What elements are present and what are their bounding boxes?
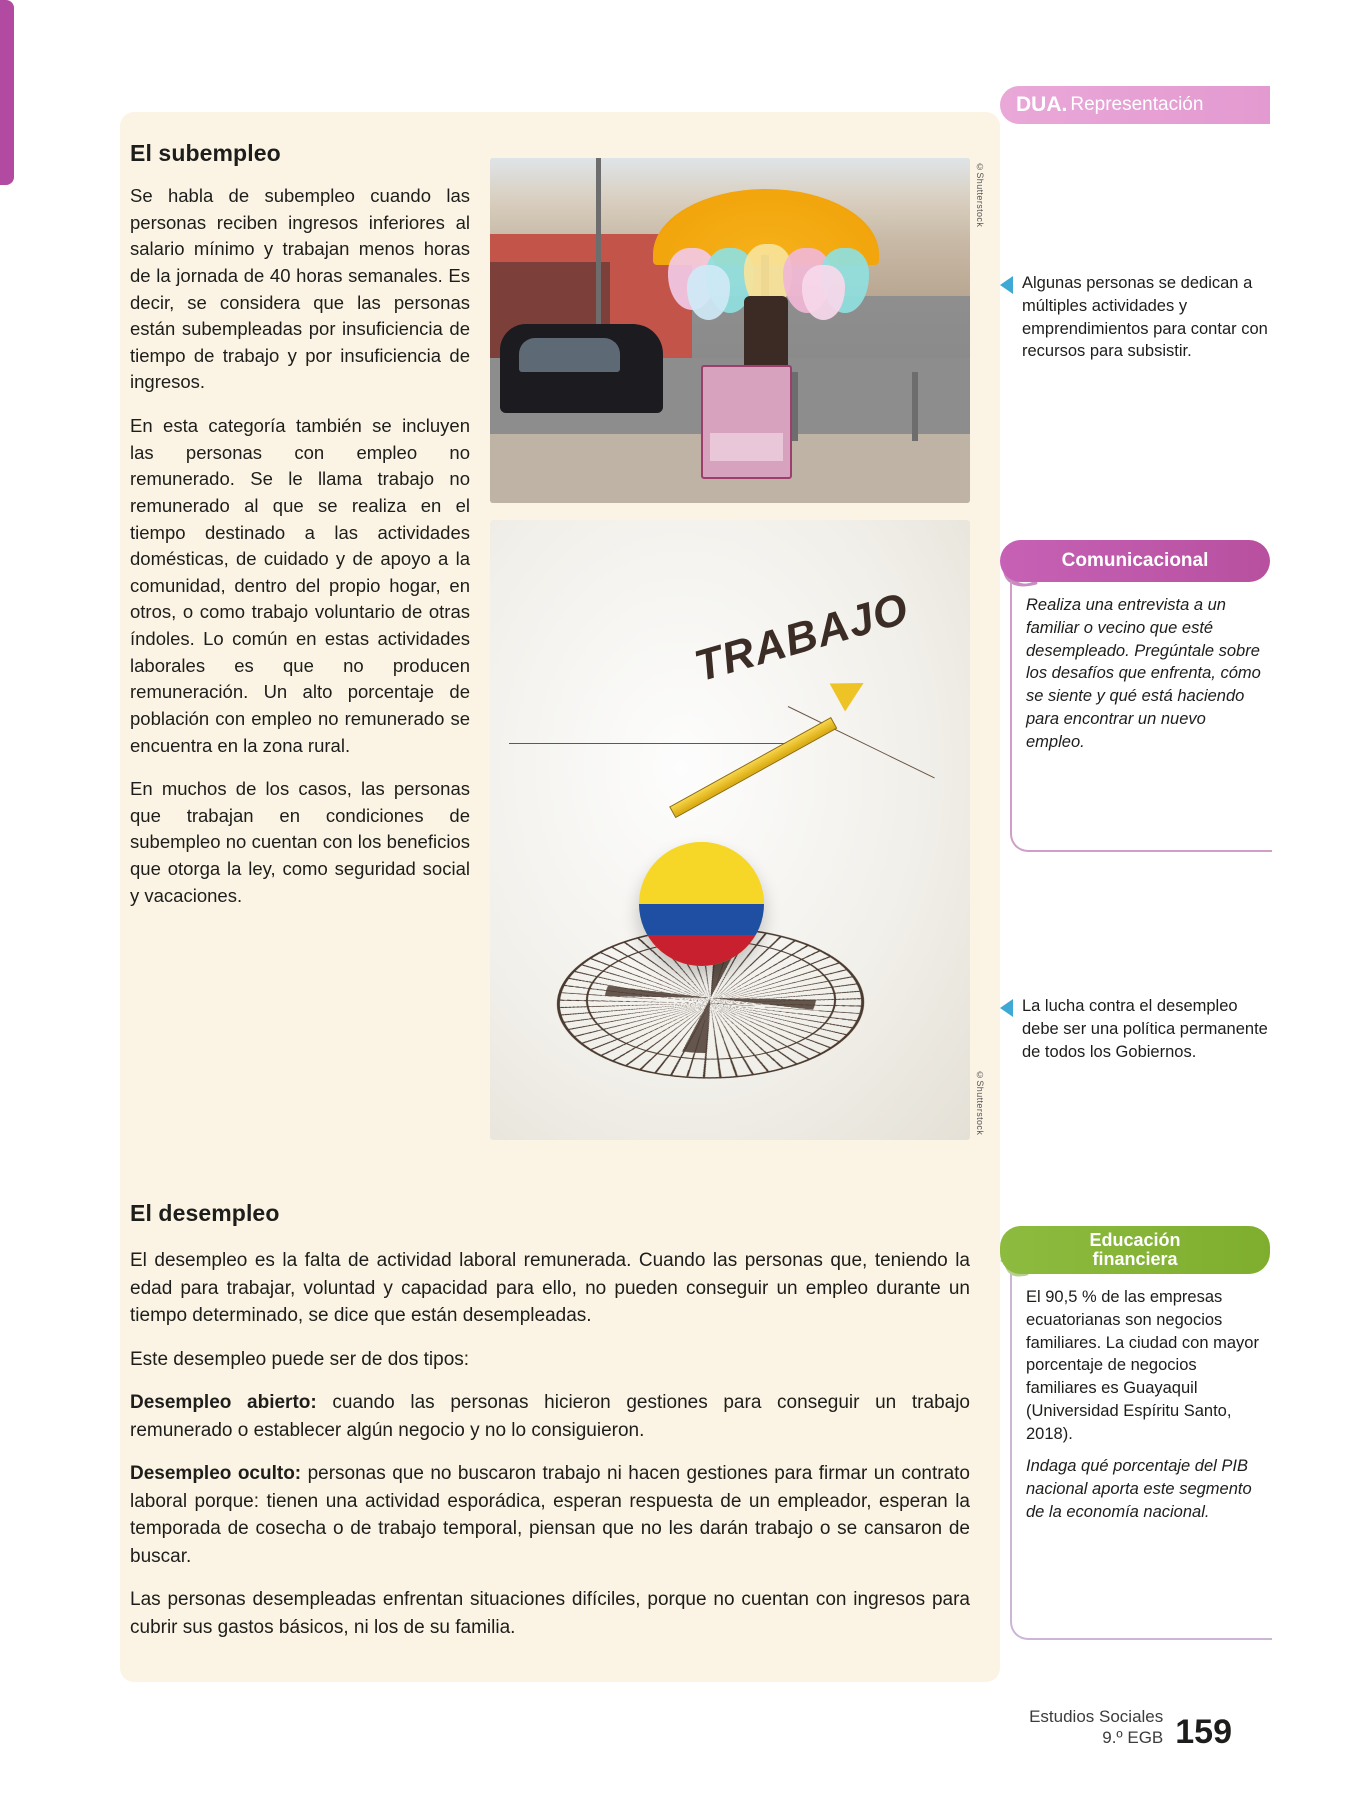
flag-band-yellow	[639, 842, 764, 904]
page-number: 159	[1175, 1713, 1232, 1752]
dua-subtitle: Representación	[1070, 94, 1204, 115]
photo-credit-street: ©Shutterstock	[975, 162, 985, 228]
paragraph-subempleo-3: En muchos de los casos, las personas que trabajan en condiciones de subempleo no cuentan con los beneficios que otorga la ley, como seguridad social y vacaciones.	[130, 778, 470, 906]
educacion-text-1: El 90,5 % de las empresas ecuatorianas son negocios familiares. La ciudad con mayor porcentaje de negocios familiares es Guayaquil (Universidad Espíritu Santo, 2018).	[1026, 1288, 1259, 1443]
book-level: 9.º EGB	[1102, 1727, 1164, 1747]
dua-label: DUA.	[1016, 93, 1068, 116]
comunicacional-callout	[1010, 582, 1272, 852]
compass-needle	[660, 683, 877, 833]
educacion-financiera-callout	[1010, 1274, 1272, 1640]
needle-arrowhead	[830, 669, 872, 712]
needle-shaft	[670, 716, 838, 817]
paragraph-desempleo-1: El desempleo es la falta de actividad laboral remunerada. Cuando las personas que, teniendo la edad para trabajar, voluntad y capacidad para ello, no pueden conseguir un empleo durante un tiempo determinado, se dice que están desempleadas.	[130, 1250, 970, 1327]
label-desempleo-oculto: Desempleo oculto:	[130, 1463, 302, 1485]
photo-credit-compass: ©Shutterstock	[975, 1070, 985, 1136]
label-desempleo-abierto: Desempleo abierto:	[130, 1392, 317, 1414]
side-note-2-text: La lucha contra el desempleo debe ser una política permanente de todos los Gobiernos.	[1022, 997, 1268, 1061]
parked-car	[500, 324, 663, 414]
photo-compass-trabajo	[490, 520, 970, 1140]
heading-subempleo: El subempleo	[130, 140, 281, 166]
book-title: Estudios Sociales	[1029, 1706, 1164, 1726]
photo-street-vendor	[490, 158, 970, 503]
side-note-1-text: Algunas personas se dedican a múltiples actividades y emprendimientos para contar con recursos para subsistir.	[1022, 274, 1268, 361]
flag-band-blue	[639, 904, 764, 935]
flag-band-red	[639, 935, 764, 966]
page-edge-tab	[0, 0, 14, 185]
page-footer	[1029, 1706, 1232, 1752]
paragraph-subempleo-1: Se habla de subempleo cuando las personas reciben ingresos inferiores al salario mínimo y trabajan menos horas de la jornada de 40 horas semanales. Es decir, se considera que las personas están subempleadas por insuficiencia de tiempo de trabajo y por insuficiencia de ingresos.	[130, 185, 470, 393]
compass-ball-ecuador-flag	[639, 842, 764, 966]
triangle-marker-icon	[1000, 276, 1013, 294]
vendor-cart	[701, 365, 792, 479]
triangle-marker-icon	[1000, 999, 1013, 1017]
compass-word-trabajo: TRABAJO	[688, 583, 914, 692]
text-desempleo-abierto: cuando las personas hicieron gestiones para conseguir un trabajo remunerado o establecer algún negocio y no lo consiguieron.	[130, 1392, 970, 1441]
book-info	[1029, 1706, 1163, 1749]
street-post	[792, 372, 798, 441]
column-desempleo	[130, 1200, 970, 1658]
paragraph-desempleo-oculto	[130, 1460, 970, 1570]
paragraph-desempleo-3: Las personas desempleadas enfrentan situaciones difíciles, porque no cuentan con ingresos para cubrir sus gastos básicos, ni los de su familia.	[130, 1589, 970, 1639]
comunicacional-text: Realiza una entrevista a un familiar o vecino que esté desempleado. Pregúntale sobre los desafíos que enfrenta, cómo se siente y qué está haciendo para encontrar un nuevo empleo.	[1026, 596, 1261, 751]
text-desempleo-oculto: personas que no buscaron trabajo ni hacen gestiones para firmar un contrato laboral porque: tienen una actividad esporádica, esperan respuesta de un empleador, esperan la temporada de cosecha o de trabajo temporal, piensan que no les darán trabajo o se cansaron de buscar.	[130, 1463, 970, 1567]
dua-representacion-banner	[1000, 86, 1270, 124]
comunicacional-title: Comunicacional	[1061, 549, 1209, 571]
comunicacional-pill	[1000, 540, 1270, 582]
educacion-text-2: Indaga qué porcentaje del PIB nacional aporta este segmento de la economía nacional.	[1026, 1457, 1252, 1521]
educacion-title-line2: financiera	[1092, 1249, 1178, 1269]
educacion-financiera-pill	[1000, 1226, 1270, 1274]
column-left	[130, 140, 470, 926]
side-note-2	[1000, 995, 1268, 1063]
paragraph-desempleo-abierto	[130, 1389, 970, 1444]
paragraph-subempleo-2: En esta categoría también se incluyen las personas con empleo no remunerado. Se le llama trabajo no remunerado al que se realiza en el tiempo destinado a las actividades domésticas, de cuidado y de apoyo a la comunidad, dentro del propio hogar, en otros, o como trabajo voluntario de otras índoles. Lo común en estas actividades laborales es que no producen remuneración. Un alto porcentaje de población con empleo no remunerado se encuentra en la zona rural.	[130, 415, 470, 756]
educacion-title-line1: Educación	[1089, 1229, 1181, 1250]
side-note-1	[1000, 272, 1268, 363]
paragraph-desempleo-2: Este desempleo puede ser de dos tipos:	[130, 1348, 470, 1370]
street-post-2	[912, 372, 918, 441]
heading-desempleo: El desempleo	[130, 1200, 280, 1226]
